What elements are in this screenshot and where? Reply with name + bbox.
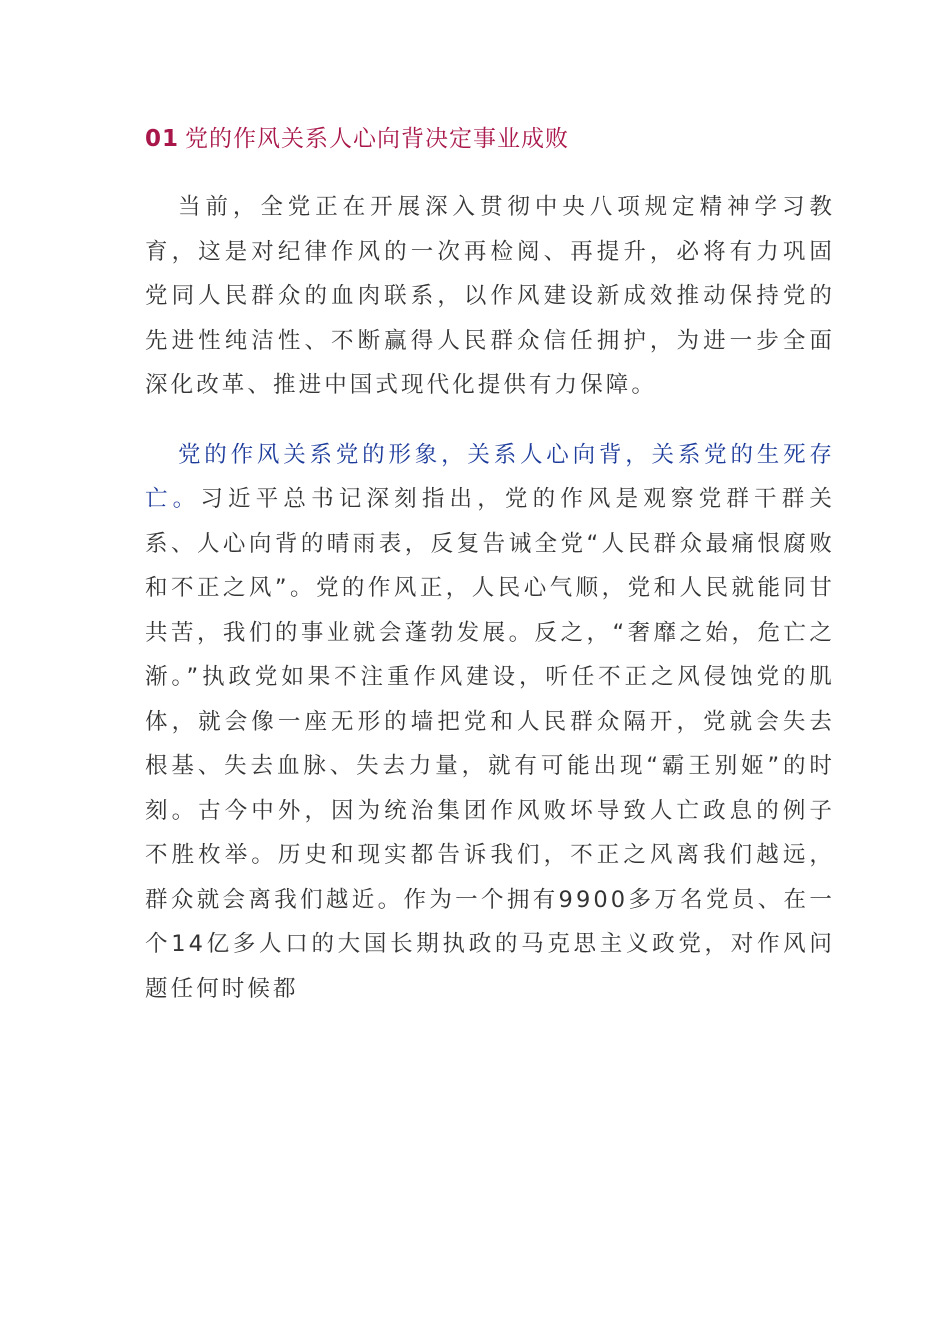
section-title: 党的作风关系人心向背决定事业成败 — [185, 126, 570, 152]
paragraph-2 — [145, 433, 835, 1012]
paragraph-2-text: 习近平总书记深刻指出，党的作风是观察党群干群关系、人心向背的晴雨表，反复告诫全党“人民群众最痛恨腐败和不正之风”。党的作风正，人民心气顺，党和人民就能同甘共苦，我们的事业就会蓬勃发展。反之，“奢靡之始，危亡之渐。”执政党如果不注重作风建设，听任不正之风侵蚀党的肌体，就会像一座无形的墙把党和人民群众隔开，党就会失去根基、失去血脉、失去力量，就有可能出现“霸王别姬”的时刻。古今中外，因为统治集团作风败坏导致人亡政息的例子不胜枚举。历史和现实都告诉我们，不正之风离我们越远，群众就会离我们越近。作为一个拥有9900多万名党员、在一个14亿多人口的大国长期执政的马克思主义政党，对作风问题任何时候都 — [145, 486, 835, 1002]
section-heading — [145, 118, 835, 160]
paragraph-1: 当前，全党正在开展深入贯彻中央八项规定精神学习教育，这是对纪律作风的一次再检阅、再提升，必将有力巩固党同人民群众的血肉联系，以作风建设新成效推动保持党的先进性纯洁性、不断赢得人民群众信任拥护，为进一步全面深化改革、推进中国式现代化提供有力保障。 — [145, 194, 835, 398]
paragraph-2-highlight: 党的作风关系党的形象，关系人心向背，关系党的生死存亡。 — [145, 441, 835, 512]
section-number: 01 — [145, 126, 180, 152]
article-body — [145, 118, 835, 1011]
